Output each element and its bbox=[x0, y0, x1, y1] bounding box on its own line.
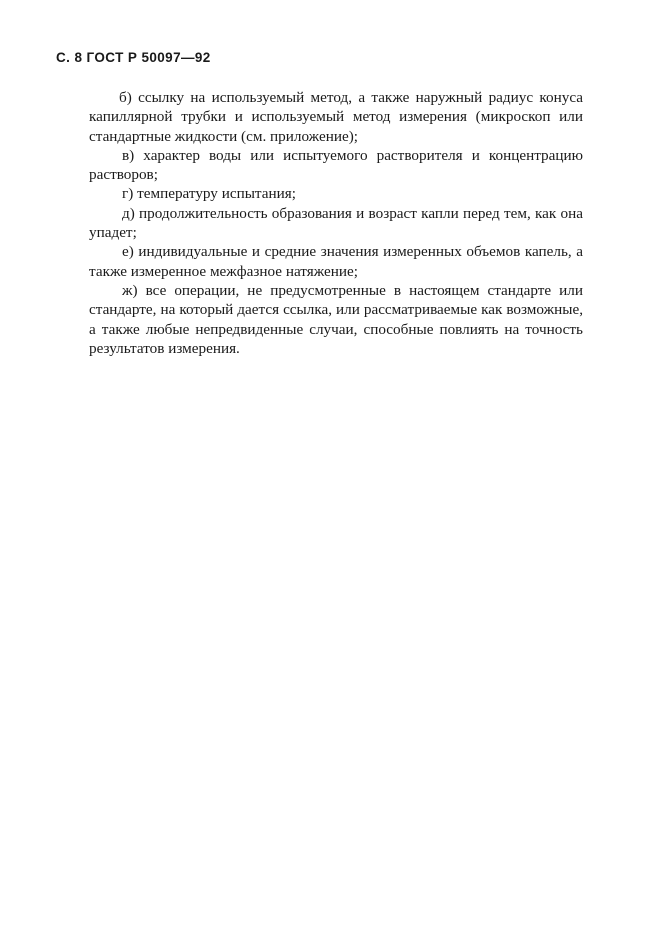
list-item-e: е) индивидуальные и средние значения измеренных объемов капель, а также измеренное межфазное натяжение; bbox=[89, 243, 583, 280]
list-item-g: г) температуру испытания; bbox=[122, 185, 296, 203]
report-requirements-list bbox=[89, 88, 583, 358]
page-header: С. 8 ГОСТ Р 50097—92 bbox=[56, 50, 211, 65]
list-item-v: в) характер воды или испытуемого растворителя и концентрацию растворов; bbox=[89, 146, 583, 184]
list-item-b: б) ссылку на используемый метод, а также наружный радиус конуса капиллярной трубки и используемый метод измерения (микроскоп или стандартные жидкости (см. приложение); bbox=[89, 89, 583, 145]
list-item-d: д) продолжительность образования и возраст капли перед тем, как она упадет; bbox=[89, 204, 583, 242]
list-item-zh: ж) все операции, не предусмотренные в настоящем стандарте или стандарте, на который дается ссылка, или рассматриваемые как возможные, а также любые непредвиденные случаи, способные повлиять на точность результатов измерения. bbox=[89, 281, 583, 357]
